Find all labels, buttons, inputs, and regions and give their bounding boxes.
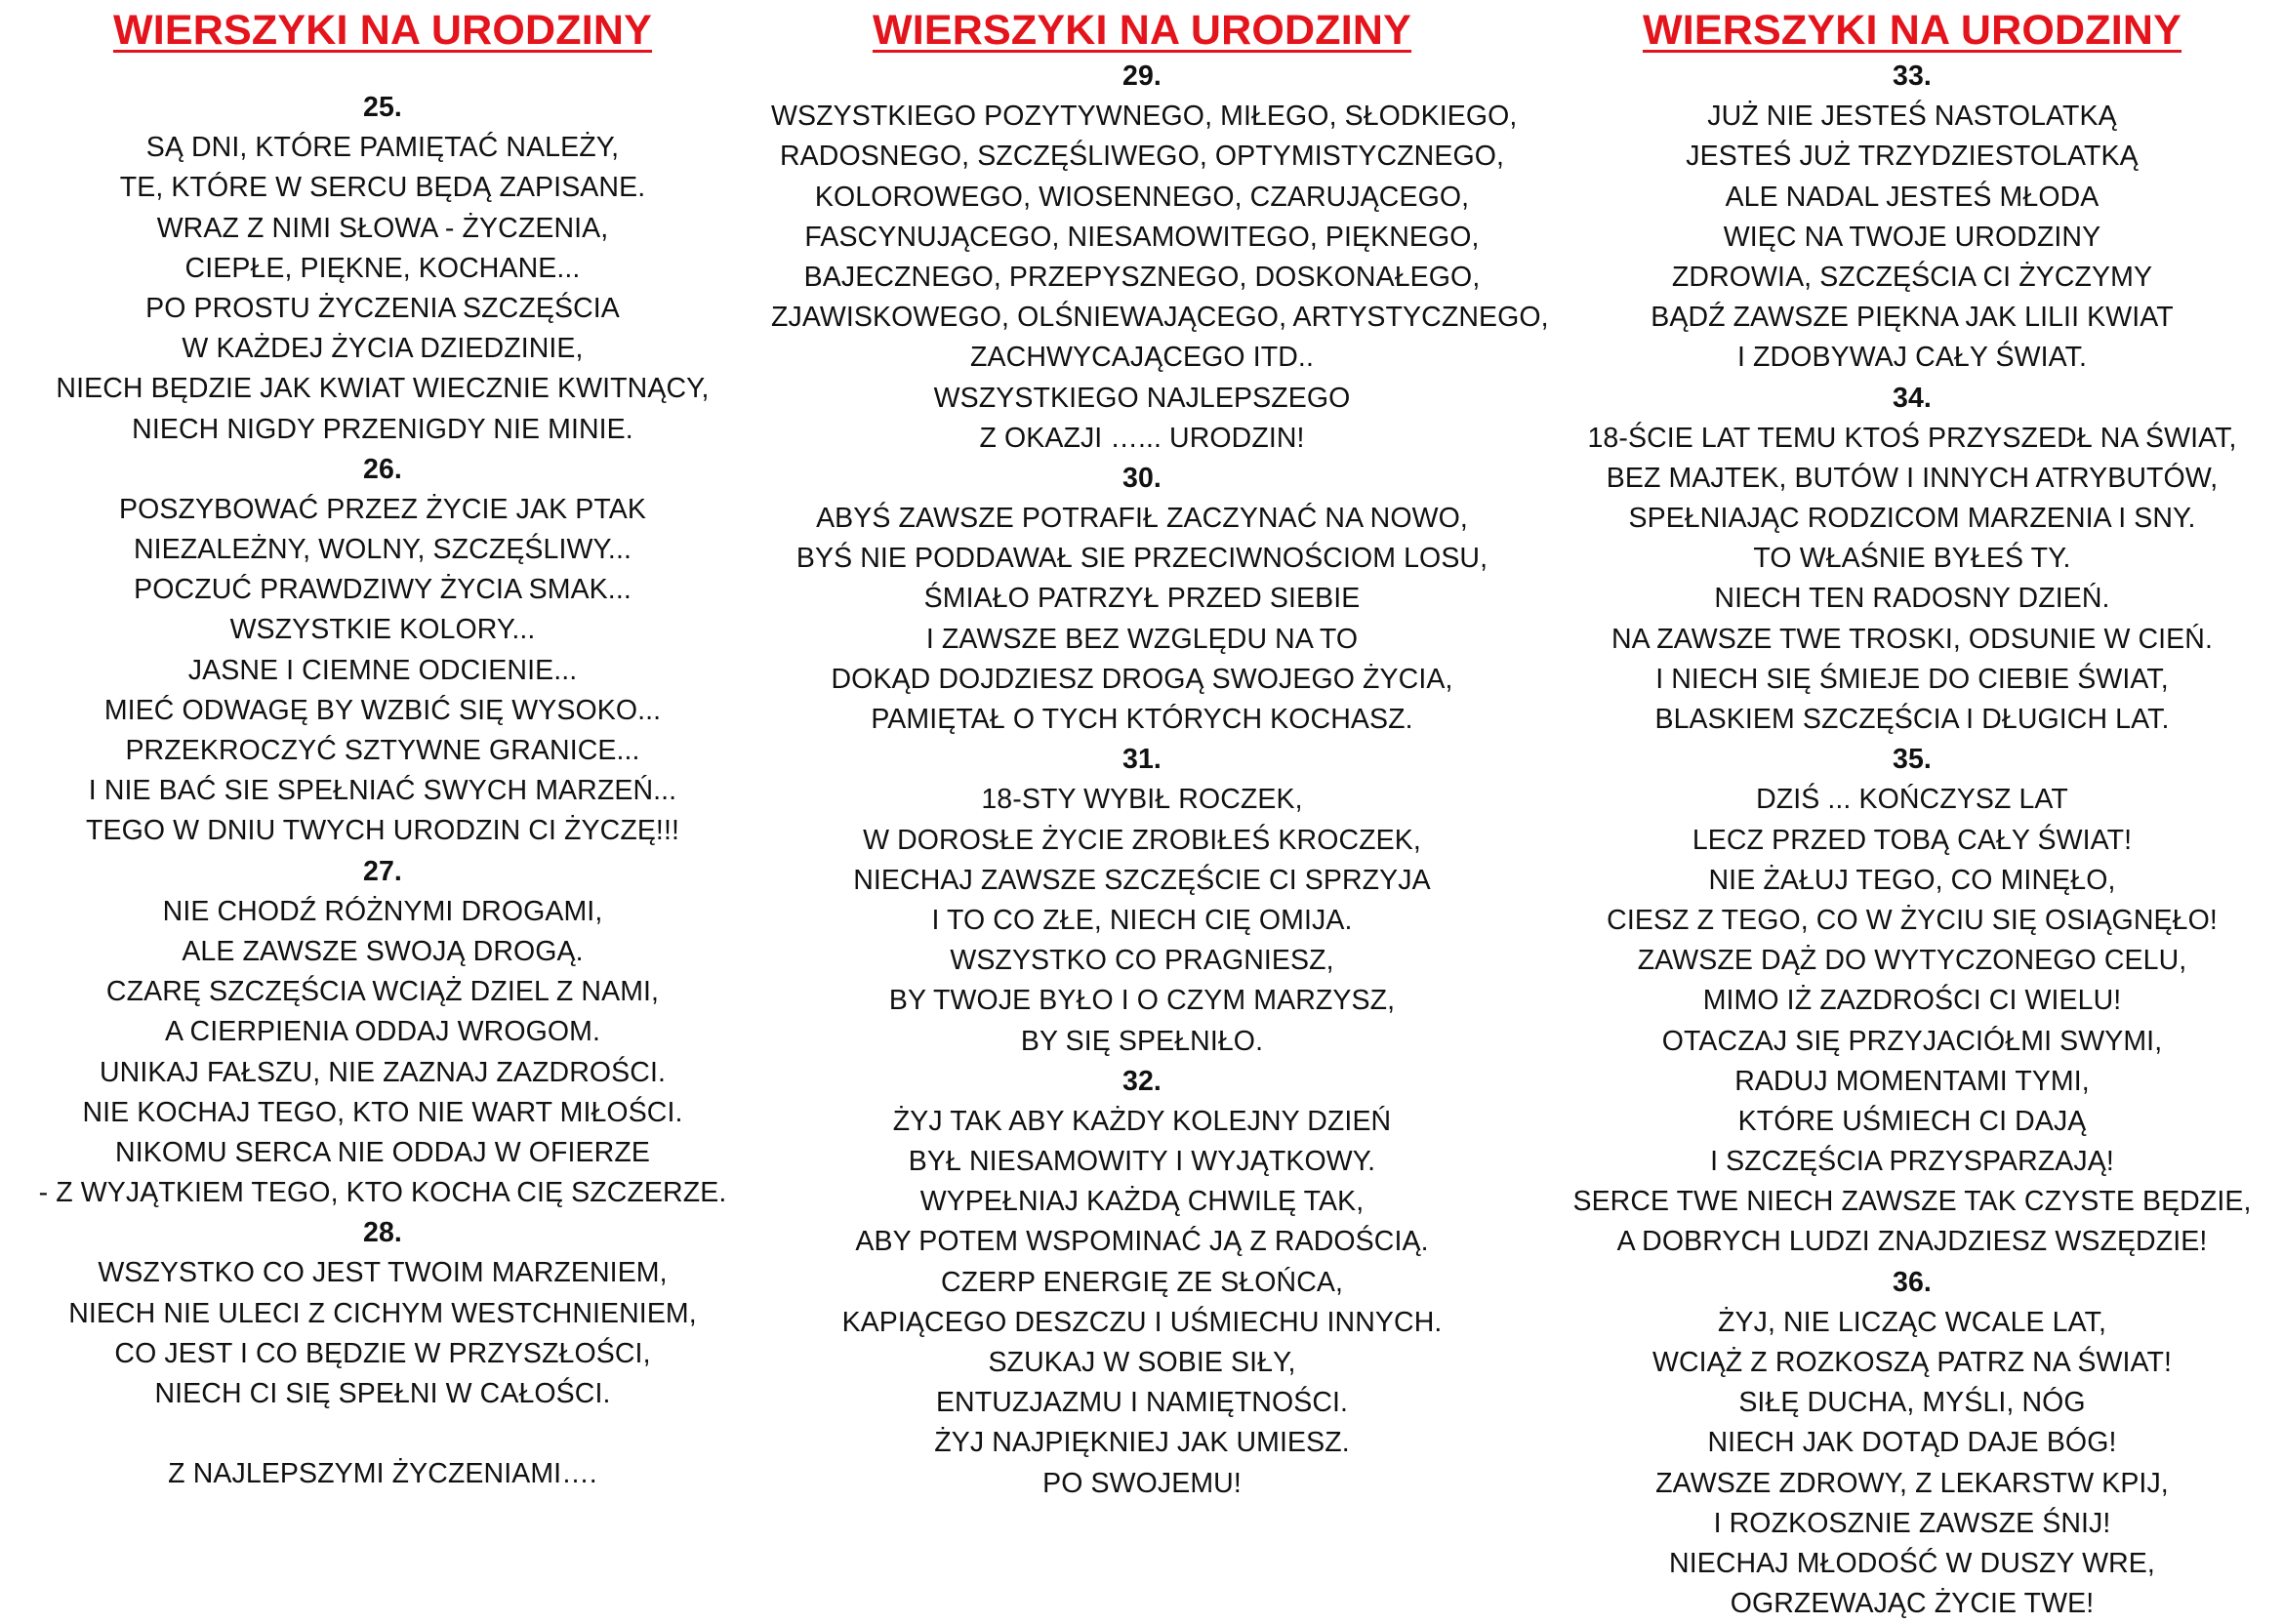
- poem-number: 27.: [363, 855, 402, 887]
- poem-line: NIECHAJ ZAWSZE SZCZĘŚCIE CI SPRZYJA: [853, 864, 1431, 896]
- poem-line: PO SWOJEMU!: [1042, 1467, 1242, 1499]
- poem-line: I ZDOBYWAJ CAŁY ŚWIAT.: [1737, 342, 2087, 374]
- poem-line: JUŻ NIE JESTEŚ NASTOLATKĄ: [1707, 101, 2117, 133]
- poem-line: WYPEŁNIAJ KAŻDĄ CHWILĘ TAK,: [919, 1186, 1365, 1218]
- poem-line: CIEPŁE, PIĘKNE, KOCHANE...: [184, 252, 581, 284]
- poem-line: JASNE I CIEMNE ODCIENIE...: [187, 654, 578, 686]
- poem-line: I TO CO ZŁE, NIECH CIĘ OMIJA.: [931, 904, 1353, 936]
- poem-line: ABY POTEM WSPOMINAĆ JĄ Z RADOŚCIĄ.: [855, 1226, 1429, 1258]
- poem-line: WRAZ Z NIMI SŁOWA - ŻYCZENIA,: [156, 212, 609, 244]
- poem-number: 35.: [1893, 744, 1932, 776]
- poem-line: NIEZALEŻNY, WOLNY, SZCZĘŚLIWY...: [133, 534, 632, 566]
- poem-line: - Z WYJĄTKIEM TEGO, KTO KOCHA CIĘ SZCZERZE.: [38, 1177, 727, 1209]
- poem-line: WIĘC NA TWOJE URODZINY: [1723, 221, 2101, 253]
- poem-line: WSZYSTKO CO PRAGNIESZ,: [950, 945, 1334, 977]
- poem-line: OGRZEWAJĄC ŻYCIE TWE!: [1730, 1588, 2095, 1620]
- poem-line: CIESZ Z TEGO, CO W ŻYCIU SIĘ OSIĄGNĘŁO!: [1607, 904, 2218, 936]
- poem-number: 30.: [1122, 462, 1162, 494]
- poem-line: BYŁ NIESAMOWITY I WYJĄTKOWY.: [908, 1146, 1376, 1178]
- poem-line: ŻYJ TAK ABY KAŻDY KOLEJNY DZIEŃ: [892, 1105, 1392, 1137]
- poem-line: NIKOMU SERCA NIE ODDAJ W OFIERZE: [115, 1136, 650, 1168]
- poem-line: ZAWSZE ZDROWY, Z LEKARSTW KPIJ,: [1655, 1467, 2169, 1499]
- column-title: WIERSZYKI NA URODZINY: [1642, 7, 2182, 54]
- poem-line: A CIERPIENIA ODDAJ WROGOM.: [165, 1016, 600, 1048]
- poem-number: 29.: [1122, 61, 1162, 92]
- poem-line: NIE CHODŹ RÓŻNYMI DROGAMI,: [162, 895, 603, 927]
- poem-line: CZARĘ SZCZĘŚCIA WCIĄŻ DZIEL Z NAMI,: [105, 976, 660, 1008]
- poem-line: MIEĆ ODWAGĘ BY WZBIĆ SIĘ WYSOKO...: [103, 694, 662, 726]
- poem-line: W DOROSŁE ŻYCIE ZROBIŁEŚ KROCZEK,: [863, 824, 1421, 856]
- poem-line: ALE ZAWSZE SWOJĄ DROGĄ.: [182, 935, 584, 967]
- poem-line: TEGO W DNIU TWYCH URODZIN CI ŻYCZĘ!!!: [86, 815, 679, 847]
- poem-line: I ZAWSZE BEZ WZGLĘDU NA TO: [925, 623, 1359, 655]
- poem-line: NIECHAJ MŁODOŚĆ W DUSZY WRE,: [1669, 1547, 2155, 1579]
- poem-line: PO PROSTU ŻYCZENIA SZCZĘŚCIA: [145, 292, 620, 324]
- poem-line: POCZUĆ PRAWDZIWY ŻYCIA SMAK...: [134, 574, 632, 606]
- poem-line: KTÓRE UŚMIECH CI DAJĄ: [1737, 1105, 2087, 1137]
- poem-line: 18-ŚCIE LAT TEMU KTOŚ PRZYSZEDŁ NA ŚWIAT,: [1587, 422, 2237, 454]
- poem-line: KOLOROWEGO, WIOSENNEGO, CZARUJĄCEGO,: [814, 181, 1470, 213]
- poem-line: UNIKAJ FAŁSZU, NIE ZAZNAJ ZAZDROŚCI.: [99, 1056, 666, 1088]
- column-title: WIERSZYKI NA URODZINY: [112, 7, 653, 54]
- poem-line: Z NAJLEPSZYMI ŻYCZENIAMI….: [168, 1458, 597, 1490]
- poem-line: 18-STY WYBIŁ ROCZEK,: [981, 784, 1303, 816]
- poem-line: I ROZKOSZNIE ZAWSZE ŚNIJ!: [1713, 1507, 2111, 1539]
- poem-line: BY SIĘ SPEŁNIŁO.: [1020, 1025, 1264, 1057]
- poem-line: NIECH TEN RADOSNY DZIEŃ.: [1714, 583, 2110, 615]
- poem-line: CZERP ENERGIĘ ZE SŁOŃCA,: [940, 1266, 1344, 1298]
- poem-number: 31.: [1122, 744, 1162, 776]
- poem-line: WSZYSTKIEGO POZYTYWNEGO, MIŁEGO, SŁODKIEGO,: [771, 101, 1518, 133]
- poem-line: ENTUZJAZMU I NAMIĘTNOŚCI.: [935, 1387, 1349, 1419]
- poem-line: BYŚ NIE PODDAWAŁ SIE PRZECIWNOŚCIOM LOSU,: [795, 543, 1488, 575]
- poem-lines: [1541, 57, 2283, 1624]
- poem-line: NIECH CI SIĘ SPEŁNI W CAŁOŚCI.: [154, 1378, 611, 1409]
- poem-line: ABYŚ ZAWSZE POTRAFIŁ ZACZYNAĆ NA NOWO,: [816, 503, 1468, 535]
- poem-line: JESTEŚ JUŻ TRZYDZIESTOLATKĄ: [1686, 141, 2139, 173]
- poem-line: NA ZAWSZE TWE TROSKI, ODSUNIE W CIEŃ.: [1611, 623, 2213, 655]
- poem-line: BY TWOJE BYŁO I O CZYM MARZYSZ,: [888, 985, 1396, 1017]
- blank-line: [12, 1414, 754, 1454]
- poem-line: WSZYSTKIE KOLORY...: [229, 614, 536, 646]
- poem-line: PRZEKROCZYĆ SZTYWNE GRANICE...: [125, 735, 640, 766]
- poem-lines: [12, 88, 754, 1495]
- poem-line: NIECH JAK DOTĄD DAJE BÓG!: [1707, 1427, 2117, 1459]
- poem-line: A DOBRYCH LUDZI ZNAJDZIESZ WSZĘDZIE!: [1616, 1226, 2208, 1258]
- poem-line: ZACHWYCAJĄCEGO ITD..: [970, 342, 1314, 374]
- poem-line: NIECH BĘDZIE JAK KWIAT WIECZNIE KWITNĄCY,: [56, 373, 710, 405]
- poem-line: SZUKAJ W SOBIE SIŁY,: [988, 1347, 1296, 1378]
- poem-line: SIŁĘ DUCHA, MYŚLI, NÓG: [1738, 1387, 2086, 1419]
- poem-line: RADUJ MOMENTAMI TYMI,: [1734, 1065, 2090, 1097]
- column-title: WIERSZYKI NA URODZINY: [872, 7, 1412, 54]
- poem-line: SĄ DNI, KTÓRE PAMIĘTAĆ NALEŻY,: [145, 132, 620, 164]
- poem-line: Z OKAZJI …... URODZIN!: [979, 422, 1305, 454]
- poem-line: DOKĄD DOJDZIESZ DROGĄ SWOJEGO ŻYCIA,: [831, 663, 1453, 695]
- poem-line: BLASKIEM SZCZĘŚCIA I DŁUGICH LAT.: [1654, 704, 2170, 735]
- poem-line: ZJAWISKOWEGO, OLŚNIEWAJĄCEGO, ARTYSTYCZNEGO,: [771, 302, 1549, 334]
- poem-line: ZAWSZE DĄŻ DO WYTYCZONEGO CELU,: [1637, 945, 2187, 977]
- poem-line: MIMO IŻ ZAZDROŚCI CI WIELU!: [1702, 985, 2122, 1017]
- poem-line: WSZYSTKIEGO NAJLEPSZEGO: [933, 382, 1351, 414]
- poem-line: RADOSNEGO, SZCZĘŚLIWEGO, OPTYMISTYCZNEGO,: [779, 141, 1504, 173]
- poem-number: 26.: [363, 453, 402, 485]
- poem-number: 34.: [1893, 382, 1932, 414]
- poem-line: PAMIĘTAŁ O TYCH KTÓRYCH KOCHASZ.: [871, 704, 1413, 735]
- poem-line: I SZCZĘŚCIA PRZYSPARZAJĄ!: [1710, 1146, 2114, 1178]
- poem-line: ŚMIAŁO PATRZYŁ PRZED SIEBIE: [923, 583, 1361, 615]
- poem-line: FASCYNUJĄCEGO, NIESAMOWITEGO, PIĘKNEGO,: [804, 221, 1480, 253]
- poem-number: 36.: [1893, 1266, 1932, 1298]
- poem-number: 33.: [1893, 61, 1932, 92]
- poem-line: SERCE TWE NIECH ZAWSZE TAK CZYSTE BĘDZIE,: [1572, 1186, 2252, 1218]
- poem-line: DZIŚ ... KOŃCZYSZ LAT: [1756, 784, 2068, 816]
- poem-column-2: [771, 0, 1549, 1504]
- poem-line: ŻYJ NAJPIĘKNIEJ JAK UMIESZ.: [934, 1427, 1350, 1459]
- poem-line: SPEŁNIAJĄC RODZICOM MARZENIA I SNY.: [1628, 503, 2196, 535]
- poem-number: 32.: [1122, 1065, 1162, 1097]
- poem-line: BAJECZNEGO, PRZEPYSZNEGO, DOSKONAŁEGO,: [803, 261, 1481, 293]
- poem-number: 25.: [363, 92, 402, 123]
- poem-line: I NIECH SIĘ ŚMIEJE DO CIEBIE ŚWIAT,: [1655, 663, 2169, 695]
- poem-line: I NIE BAĆ SIE SPEŁNIAĆ SWYCH MARZEŃ...: [88, 775, 677, 807]
- poem-line: OTACZAJ SIĘ PRZYJACIÓŁMI SWYMI,: [1661, 1025, 2163, 1057]
- poem-line: BĄDŹ ZAWSZE PIĘKNA JAK LILII KWIAT: [1651, 302, 2174, 334]
- poem-line: WSZYSTKO CO JEST TWOIM MARZENIEM,: [98, 1257, 668, 1289]
- poem-line: KAPIĄCEGO DESZCZU I UŚMIECHU INNYCH.: [841, 1306, 1443, 1338]
- poem-line: TO WŁAŚNIE BYŁEŚ TY.: [1753, 543, 2071, 575]
- poem-lines: [771, 57, 1549, 1504]
- poem-column-3: [1541, 0, 2283, 1624]
- poem-line: TE, KTÓRE W SERCU BĘDĄ ZAPISANE.: [119, 172, 646, 204]
- poem-line: NIECH NIGDY PRZENIGDY NIE MINIE.: [132, 413, 633, 445]
- poem-column-1: [12, 0, 754, 1495]
- poem-number: 28.: [363, 1217, 402, 1249]
- poem-line: BEZ MAJTEK, BUTÓW I INNYCH ATRYBUTÓW,: [1606, 462, 2219, 494]
- poem-line: ZDROWIA, SZCZĘŚCIA CI ŻYCZYMY: [1671, 261, 2153, 293]
- poem-line: POSZYBOWAĆ PRZEZ ŻYCIE JAK PTAK: [119, 493, 646, 525]
- poem-line: NIE KOCHAJ TEGO, KTO NIE WART MIŁOŚCI.: [82, 1096, 683, 1128]
- poem-line: LECZ PRZED TOBĄ CAŁY ŚWIAT!: [1692, 824, 2133, 856]
- poem-line: CO JEST I CO BĘDZIE W PRZYSZŁOŚCI,: [114, 1337, 651, 1369]
- poem-line: W KAŻDEJ ŻYCIA DZIEDZINIE,: [182, 333, 584, 365]
- poem-line: NIECH NIE ULECI Z CICHYM WESTCHNIENIEM,: [68, 1297, 697, 1329]
- poem-line: NIE ŻAŁUJ TEGO, CO MINĘŁO,: [1708, 864, 2116, 896]
- poem-line: ALE NADAL JESTEŚ MŁODA: [1725, 181, 2100, 213]
- poem-line: WCIĄŻ Z ROZKOSZĄ PATRZ NA ŚWIAT!: [1651, 1347, 2173, 1378]
- poem-line: ŻYJ, NIE LICZĄC WCALE LAT,: [1718, 1306, 2106, 1338]
